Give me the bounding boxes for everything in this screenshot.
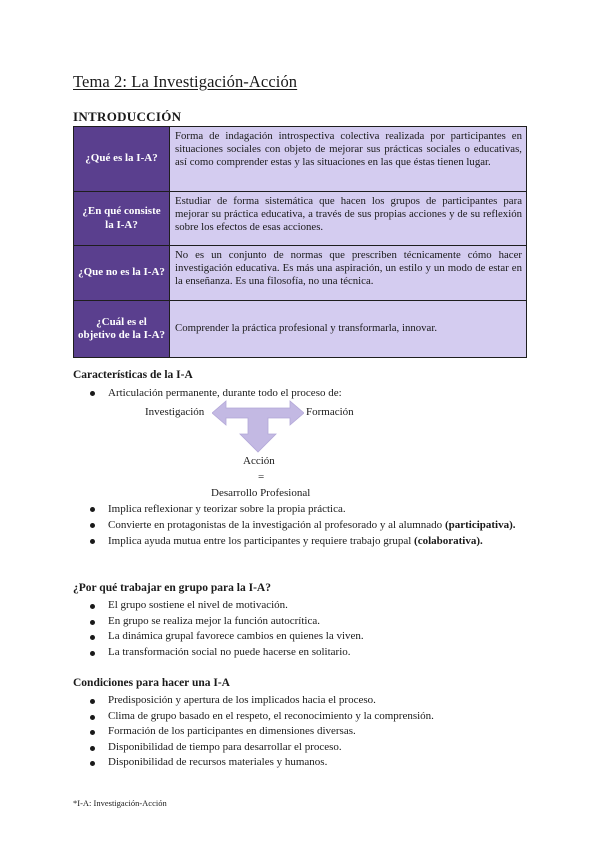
list-item: En grupo se realiza mejor la función autocrítica. [88,614,526,630]
caracteristicas-list [88,501,526,549]
answer-cell: No es un conjunto de normas que prescriben técnicamente cómo hacer investigación educativa. Es más una aspiración, un estilo y un modo de estar en la enseñanza. Es una filosofía, no una técnica. [170,246,527,301]
grupo-heading: ¿Por qué trabajar en grupo para la I-A? [73,582,271,594]
answer-cell: Estudiar de forma sistemática que hacen los grupos de participantes para mejorar su práctica educativa, a través de sus propias acciones y de su reflexión sobre los efectos de esas acciones. [170,192,527,246]
condiciones-list [88,693,526,771]
question-cell: ¿Qué es la I-A? [74,127,170,192]
diagram-label-formacion: Formación [306,406,354,418]
question-cell: ¿Cuál es el objetivo de la I-A? [74,301,170,358]
grupo-list [88,598,526,660]
table-row [74,192,527,246]
table-row [74,127,527,192]
diagram-label-accion: Acción [243,455,275,467]
list-item: Implica ayuda mutua entre los participantes y requiere trabajo grupal (colaborativa). [88,533,526,549]
page-title: Tema 2: La Investigación-Acción [73,72,298,91]
list-item: Formación de los participantes en dimensiones diversas. [88,724,526,740]
list-item: Clima de grupo basado en el respeto, el reconocimiento y la comprensión. [88,709,526,725]
intro-table [73,126,527,358]
answer-cell: Forma de indagación introspectiva colectiva realizada por participantes en situaciones sociales con objeto de mejorar sus prácticas sociales o educativas, así como comprender estas y las situaciones en las que éstas tienen lugar. [170,127,527,192]
list-item: Predisposición y apertura de los implicados hacia el proceso. [88,693,526,709]
list-item: Convierte en protagonistas de la investigación al profesorado y al alumnado (participativa). [88,517,526,533]
list-item: La transformación social no puede hacerse en solitario. [88,645,526,661]
diagram-label-desarrollo: Desarrollo Profesional [211,487,311,499]
footnote: *I-A: Investigación-Acción [73,798,167,808]
list-item: La dinámica grupal favorece cambios en quienes la viven. [88,629,526,645]
list-item: Disponibilidad de tiempo para desarrollar el proceso. [88,740,526,756]
caracteristicas-heading: Características de la I-A [73,369,193,381]
list-item: Implica reflexionar y teorizar sobre la propia práctica. [88,501,526,517]
answer-cell: Comprender la práctica profesional y transformarla, innovar. [170,301,527,358]
list-item: Disponibilidad de recursos materiales y humanos. [88,755,526,771]
diagram-arrow-icon [212,400,304,454]
t-arrow-shape [212,401,304,452]
diagram-label-investigacion: Investigación [145,406,205,418]
list-item: El grupo sostiene el nivel de motivación. [88,598,526,614]
question-cell: ¿Que no es la I-A? [74,246,170,301]
intro-heading: INTRODUCCIÓN [73,109,182,124]
diagram-equals: = [258,471,265,483]
question-cell: ¿En qué consiste la I-A? [74,192,170,246]
condiciones-heading: Condiciones para hacer una I-A [73,677,230,689]
table-row [74,301,527,358]
list-item: Articulación permanente, durante todo el proceso de: [88,385,526,401]
caracteristicas-first-list [88,385,526,401]
table-row [74,246,527,301]
